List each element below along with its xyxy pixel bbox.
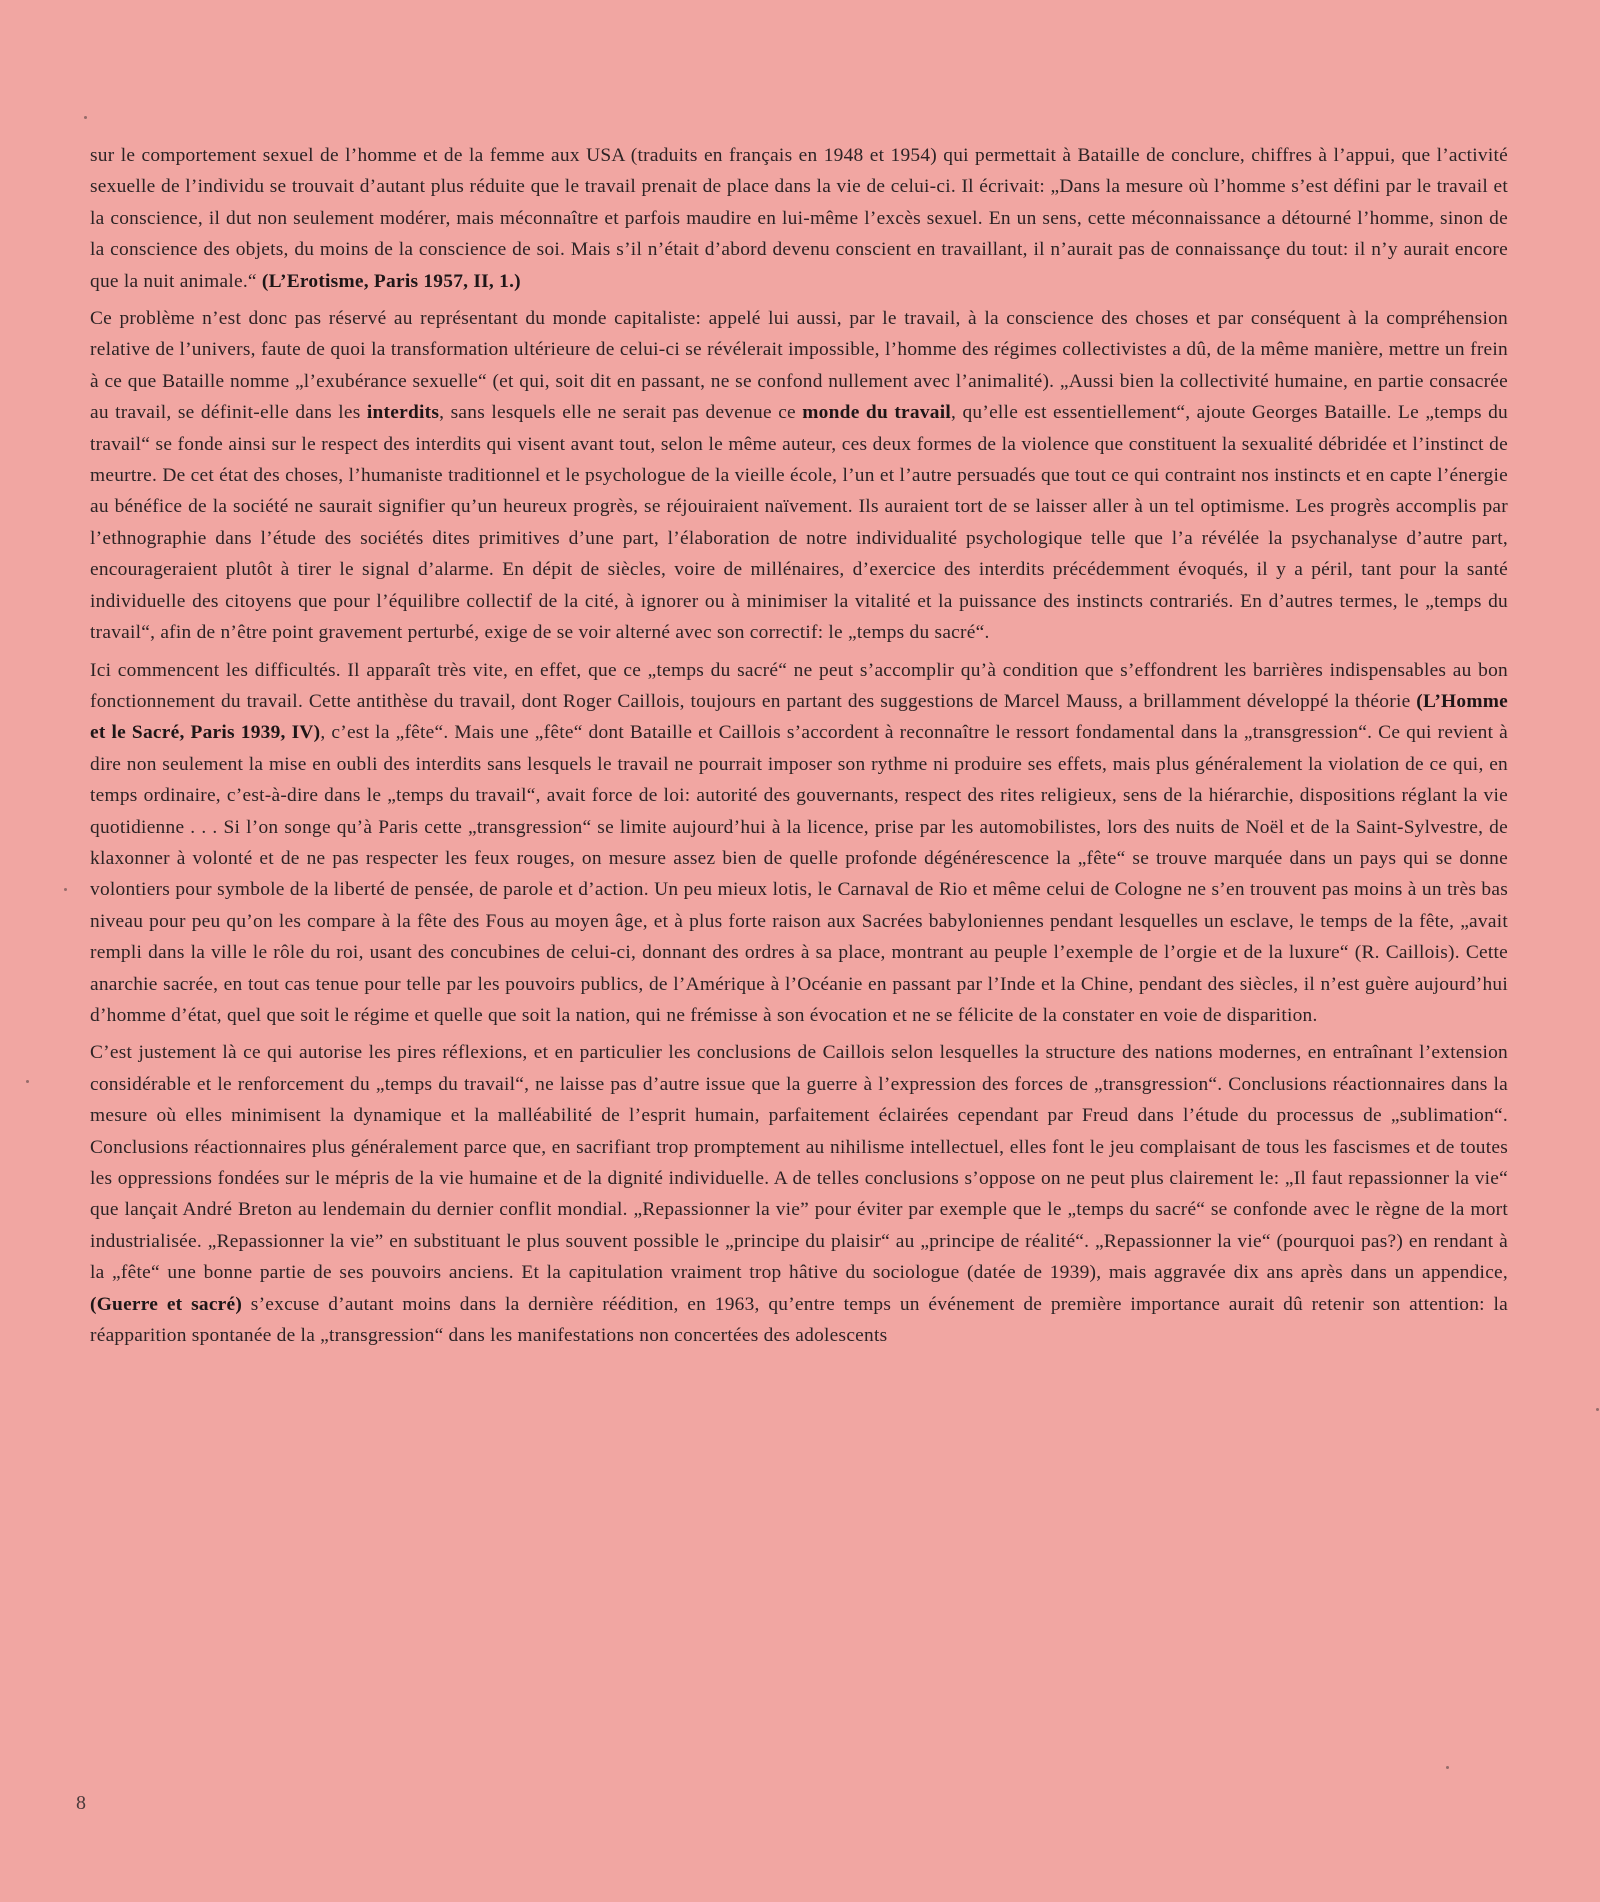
bold-text-run: , Paris 1957, II, 1.) — [363, 270, 521, 292]
paper-speck — [1446, 1766, 1449, 1769]
text-run: , qu’elle est essentiellement“, ajoute Georges Bataille. Le „temps du travail“ se fonde ainsi sur le respect des interdits qui visent avant tout, selon le même auteur, ces deux formes de la violence que constituent la sexualité débridée et l’instinct de meurtre. De cet état des choses, l’humaniste traditionnel et le psychologue de la vieille école, l’un et l’autre persuadés que tout ce qui contraint nos instincts et en capte l’énergie au bénéfice de la société ne saurait signifier qu’un heureux progrès, se réjouiraient naïvement. Ils auraient tort de se laisser aller à un tel optimisme. Les progrès accomplis par l’ethnographie dans l’étude des sociétés dites primitives d’une part, l’élaboration de notre individualité psychologique telle que l’a révélée la psychanalyse d’autre part, encourageraient plutôt à tirer le signal d’alarme. En dépit de siècles, voire de millénaires, d’exercice des interdits précédemment évoqués, il y a péril, tant pour la santé individuelle des citoyens que pour l’équilibre collectif de la cité, à ignorer ou à minimiser la vitalité et la puissance des instincts contrariés. En d’autres termes, le „temps du travail“, afin de n’être point gravement perturbé, exige de se voir alterné avec son correctif: le „temps du sacré“. — [90, 402, 1508, 644]
bold-text-run: , Paris 1939, IV) — [179, 722, 321, 744]
paper-speck — [1596, 1408, 1599, 1411]
text-run: s’excuse d’autant moins dans la dernière réédition, en 1963, qu’entre temps un événement de première importance aurait dû retenir son attention: la réapparition spontanée de la „transgression“ dans les manifestations non concertées des adolescents — [90, 1293, 1508, 1347]
text-run: sur le comportement sexuel de l’homme et de la femme aux USA (traduits en français en 1948 et 1954) qui permettait à Bataille de conclure, chiffres à l’appui, que l’activité sexuelle de l’individu se trouvait d’autant plus réduite que le travail prenait de place dans la vie de celui-ci. Il écrivait: „Dans la mesure où l’homme s’est défini par le travail et la conscience, il dut non seulement modérer, mais méconnaître et parfois maudire en lui-même l’excès sexuel. En un sens, cette méconnaissance a détourné l’homme, sinon de la conscience des objets, du moins de la conscience de soi. Mais s’il n’était d’abord devenu conscient en travaillant, il n’aurait pas de connaissançe du tout: il n’y aurait encore que la nuit animale.“ — [90, 145, 1508, 292]
body-text — [90, 140, 1508, 1357]
paragraph-3 — [90, 655, 1508, 1032]
paragraph-4 — [90, 1037, 1508, 1351]
bold-text-run: (L’Erotisme — [261, 270, 364, 292]
bold-text-run: (L’Homme et le Sacré — [90, 690, 1508, 744]
text-run: , sans lesquels elle ne serait pas devenue ce — [439, 402, 803, 424]
bold-text-run: monde du travail — [802, 402, 952, 424]
paper-speck — [84, 116, 87, 119]
text-run: Ici commencent les difficultés. Il apparaît très vite, en effet, que ce „temps du sacré“ ne peut s’accomplir qu’à condition que s’effondrent les barrières indispensables au bon fonctionnement du travail. Cette antithèse du travail, dont Roger Caillois, toujours en partant des suggestions de Marcel Mauss, a brillamment développé la théorie — [90, 659, 1508, 712]
bold-text-run: interdits — [366, 402, 440, 424]
text-run: C’est justement là ce qui autorise les pires réflexions, et en particulier les conclusions de Caillois selon lesquelles la structure des nations modernes, en entraînant l’extension considérable et le renforcement du „temps du travail“, ne laisse pas d’autre issue que la guerre à l’expression des forces de „transgression“. Conclusions réactionnaires dans la mesure où elles minimisent la dynamique et la malléabilité de l’esprit humain, parfaitement éclairées cependant par Freud dans l’étude du processus de „sublimation“. Conclusions réactionnaires plus généralement parce que, en sacrifiant trop promptement au nihilisme intellectuel, elles font le jeu complaisant de tous les fascismes et de toutes les oppressions fondées sur le mépris de la vie humaine et de la dignité individuelle. A de telles conclusions s’oppose on ne peut plus clairement le: „Il faut repassionner la vie“ que lançait André Breton au lendemain du dernier conflit mondial. „Repassionner la vie” pour éviter par exemple que le „temps du sacré“ se confonde avec le règne de la mort industrialisée. „Repassionner la vie” en substituant le plus souvent possible le „principe du plaisir“ au „principe de réalité“. „Repassionner la vie“ (pourquoi pas?) en rendant à la „fête“ une bonne partie de ses pouvoirs anciens. Et la capitulation vraiment trop hâtive du sociologue (datée de 1939), mais aggravée dix ans après dans un appendice, — [90, 1042, 1508, 1284]
bold-text-run: (Guerre et sacré) — [90, 1293, 243, 1315]
paper-speck — [26, 1080, 29, 1083]
paper-speck — [64, 888, 67, 891]
text-run: , c’est la „fête“. Mais une „fête“ dont Bataille et Caillois s’accordent à reconnaître le ressort fondamental dans la „transgression“. Ce qui revient à dire non seulement la mise en oubli des interdits sans lesquels le travail ne pourrait imposer son rythme ni produire ses effets, mais plus généralement la violation de ce qui, en temps ordinaire, c’est-à-dire dans le „temps du travail“, avait force de loi: autorité des gouvernants, respect des rites religieux, sens de la hiérarchie, dispositions réglant la vie quotidienne . . . Si l’on songe qu’à Paris cette „transgression“ se limite aujourd’hui à la licence, prise par les automobilistes, lors des nuits de Noël et de la Saint-Sylvestre, de klaxonner à volonté et de ne pas respecter les feux rouges, on mesure assez bien de quelle profonde dégénérescence la „fête“ se trouve marquée dans un pays qui se donne volontiers pour symbole de la liberté de pensée, de parole et d’action. Un peu mieux lotis, le Carnaval de Rio et même celui de Cologne ne s’en trouvent pas moins à un très bas niveau pour peu qu’on les compare à la fête des Fous au moyen âge, et à plus forte raison aux Sacrées babyloniennes pendant lesquelles un esclave, le temps de la fête, „avait rempli dans la ville le rôle du roi, usant des concubines de celui-ci, donnant des ordres à sa place, montrant au peuple l’exemple de l’orgie et de la luxure“ (R. Caillois). Cette anarchie sacrée, en tout cas tenue pour telle par les pouvoirs publics, de l’Amérique à l’Océanie en passant par l’Inde et la Chine, pendant des siècles, il n’est guère aujourd’hui d’homme d’état, quel que soit le régime et quelle que soit la nation, qui ne frémisse à son évocation et ne se félicite de la constater en voie de disparition. — [90, 722, 1508, 1026]
page-number: 8 — [76, 1792, 86, 1814]
paragraph-1 — [90, 140, 1508, 297]
text-run: Ce problème n’est donc pas réservé au représentant du monde capitaliste: appelé lui aussi, par le travail, à la conscience des choses et par conséquent à la compréhension relative de l’univers, faute de quoi la transformation ultérieure de celui-ci se révélerait impossible, l’homme des régimes collectivistes a dû, de la même manière, mettre un frein à ce que Bataille nomme „l’exubérance sexuelle“ (et qui, soit dit en passant, ne se confond nullement avec l’animalité). „Aussi bien la collectivité humaine, en partie consacrée au travail, se définit-elle dans les — [90, 308, 1508, 424]
paragraph-2 — [90, 303, 1508, 648]
